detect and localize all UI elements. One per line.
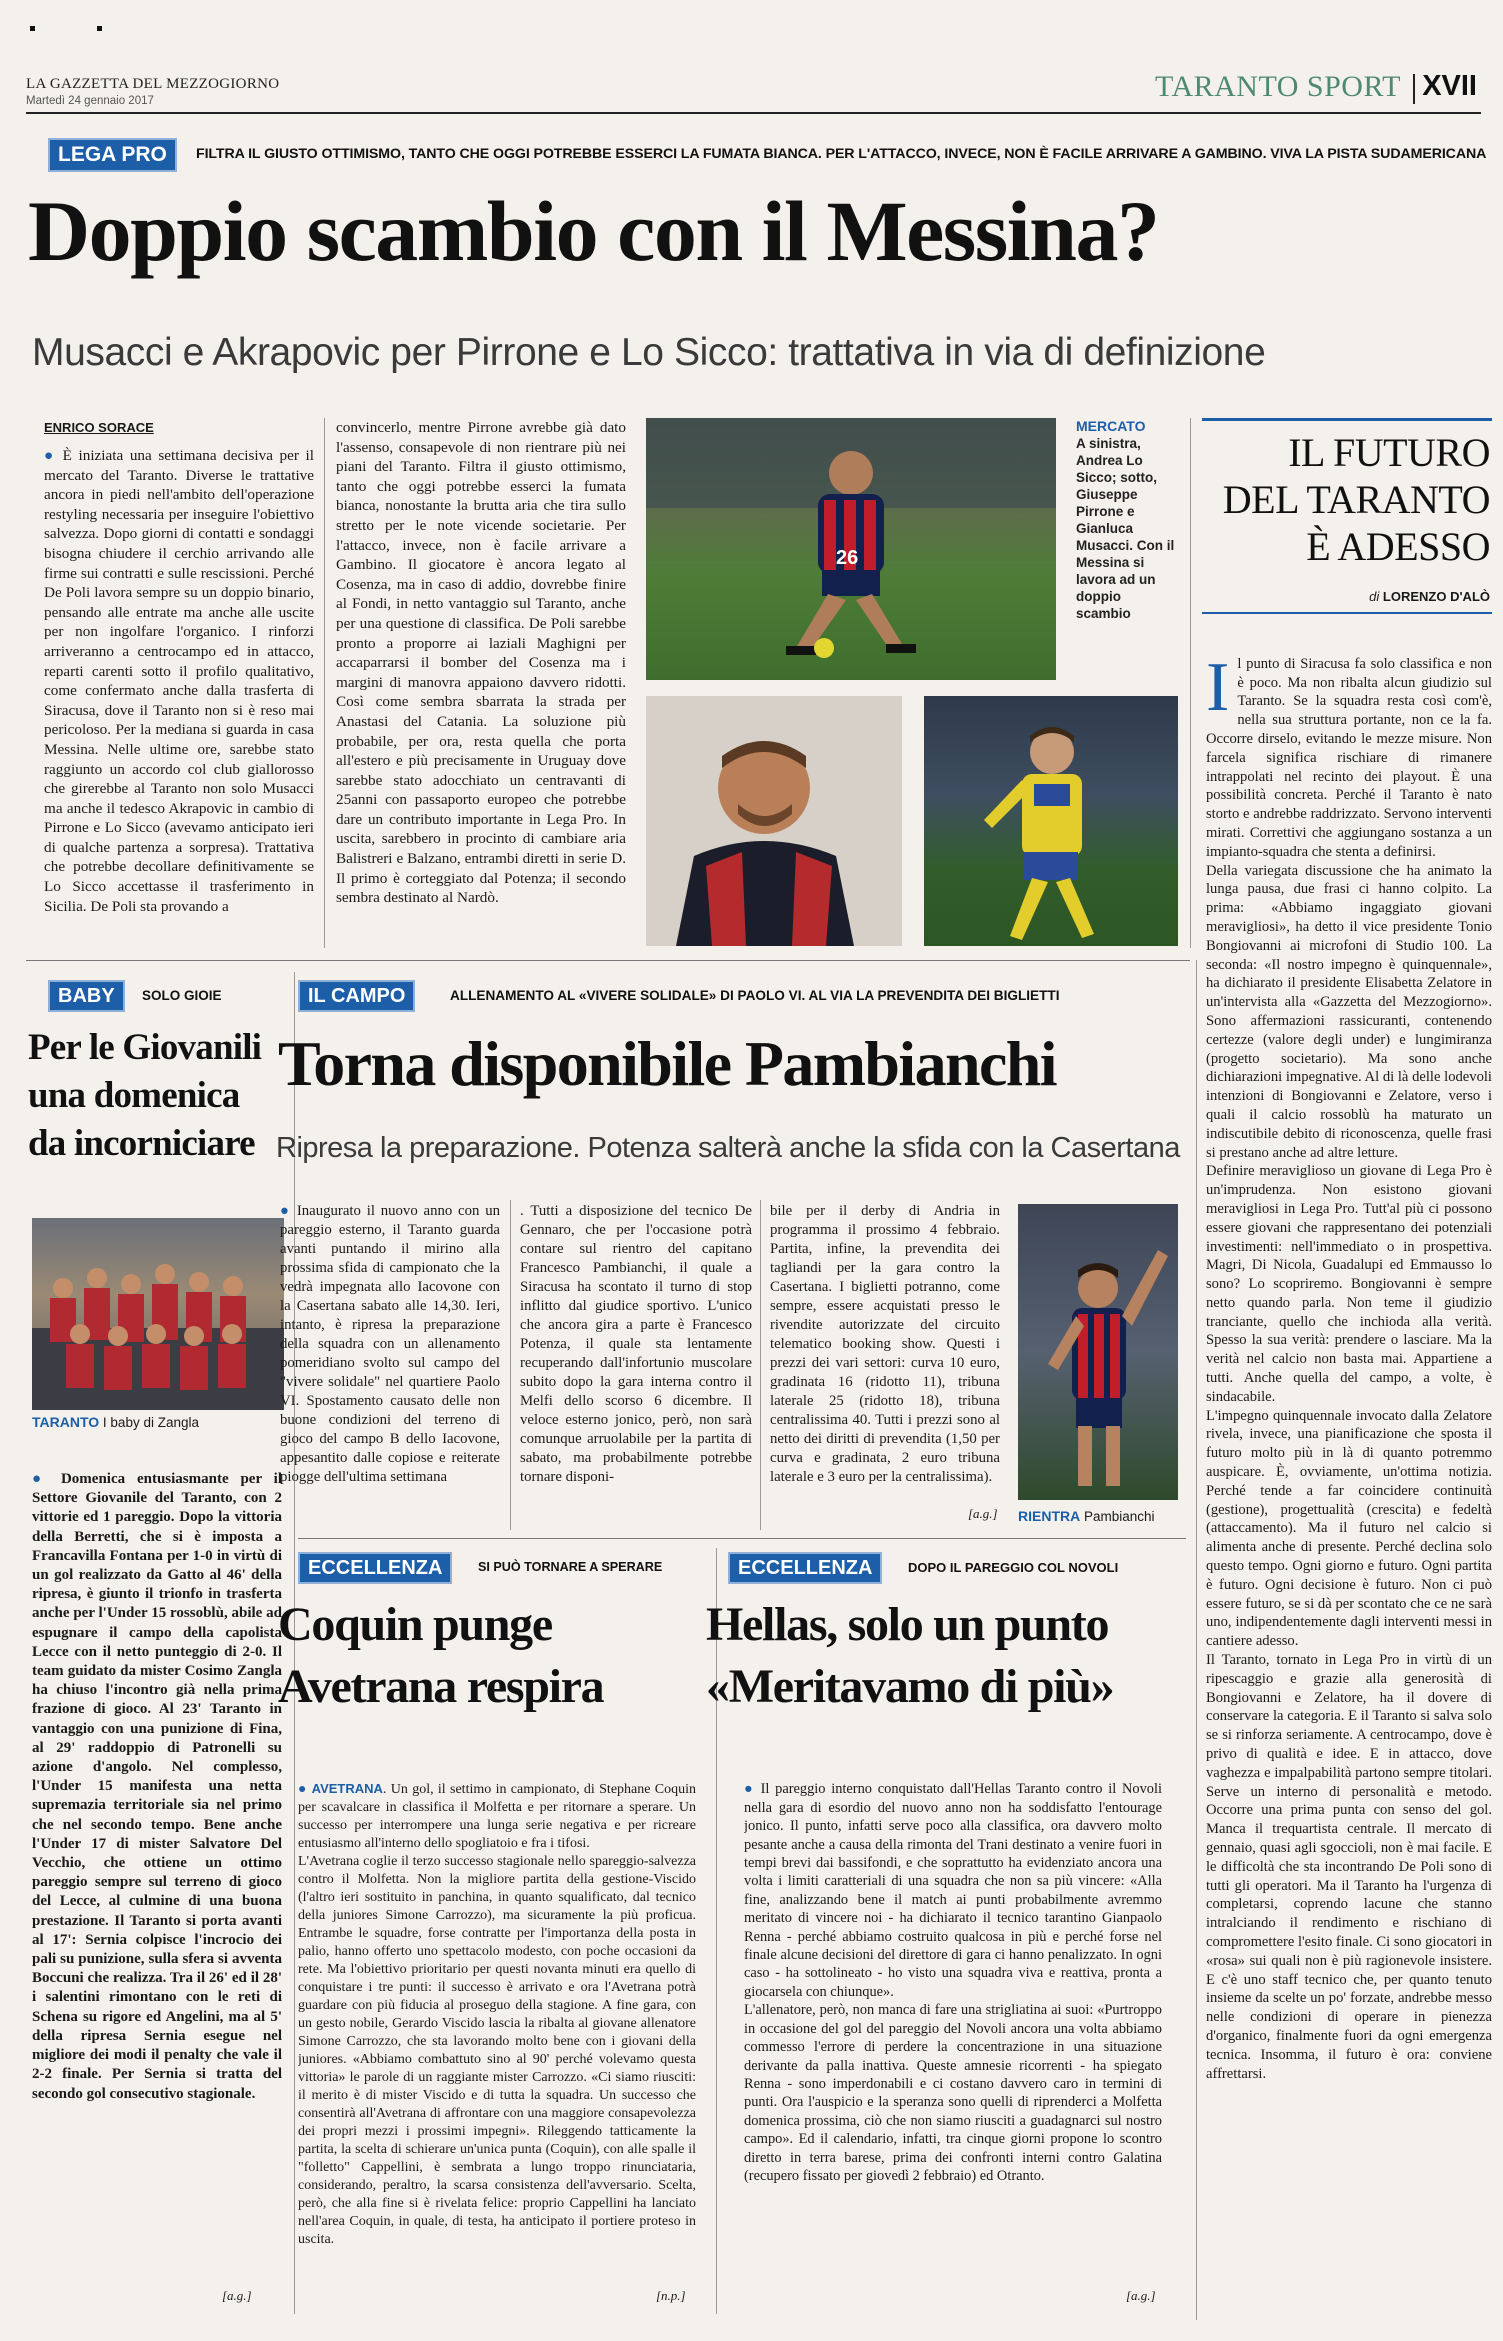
pambianchi-caption	[1018, 1508, 1155, 1524]
baby-headline-line: Per le Giovanili	[28, 1027, 262, 1068]
hellas-signature: [a.g.]	[1126, 2288, 1156, 2303]
caption-label: TARANTO	[32, 1414, 100, 1430]
campo-badge: IL CAMPO	[298, 980, 415, 1012]
baby-headline-line: da incorniciare	[28, 1123, 255, 1164]
bullet-icon: ●	[744, 1781, 755, 1798]
baby-caption	[32, 1414, 199, 1430]
musacci-photo	[924, 696, 1178, 946]
hellas-body: Il pareggio interno conquistato dall'Hellas Taranto contro il Novoli nella gara di esordio del nuovo anno non ha soddisfatto l'entourage jonico. Il punto, infatti serve poco alla classifica, ora davvero molto pesante anche a causa della rimonta del Trani destinato a venire fuori in tempi brevi dai bassifondi, e che soprattutto ha evidenziato ancora una volta i limiti caratteriali di una squadra che non sa più vincere: «Alla fine, analizzando bene il match ai punti probabilmente avremmo meritato di vincere noi - ha dichiarato il tecnico tarantino Gianpaolo Renna - perché abbiamo costruito qualcosa in più e perché forse nel finale alcune decisioni del direttore di gara ci hanno penalizzato. In ogni caso - ha sottolineato - ho visto una squadra viva e reattiva, pronta a giocarsela con chiunque». L'allenatore, però, non manca di fare una strigliatina ai suoi: «Purtroppo in occasione del gol del pareggio del Novoli ancora una volta abbiamo commesso l'errore di perdere la concentrazione in una situazione derivante da palla inattiva. Queste amnesie ricorrenti - ha spiegato Renna - sono imperdonabili e ci costano davvero caro in termini di punti. Ora l'auspicio e la speranza sono quelli di riprenderci a Molfetta domenica prossima, ciò che non siamo riusciti a guadagnarci sul nostro campo». Ed il calendario, infatti, tra cinque giorni propone lo scontro diretto in terra barese, prima dei confronti interni contro Galatina (recupero fissato per giovedì 2 febbraio) ed Otranto.	[744, 1781, 1162, 2184]
hellas-headline	[706, 1594, 1186, 1718]
editorial-byline	[1369, 589, 1490, 604]
editorial-body: l punto di Siracusa fa solo classifica e non è poco. Ma non ribalta alcun giudizio sul Taranto. Se la squadra resta così com'è, nella sua struttura portante, non ce la fa. Occorre dirselo, evitando le mezze misure. Non farcela significa rischiare di rimanere intrappolati nel recinto dei playout. È una possibilità concreta. Perché il Taranto è nato storto e andrebbe raddrizzato. Servono interventi mirati. Correttivi che aggiungano sostanza a un impianto-squadra che stenta a definirsi. Della variegata discussione che ha animato la lunga pausa, due frasi ci hanno colpito. La prima: «Abbiamo ingaggiato giovani meravigliosi», ha detto il vice presidente Tonio Bongiovanni ai microfoni di Studio 100. La seconda: «Il nostro impegno è quinquennale», ha dichiarato il presidente Elisabetta Zelatore in un'intervista alla «Gazzetta del Mezzogiorno». Sono affermazioni rassicuranti, contenendo certezze (valore degli under) e lungimiranza (progetto societario). Ma sono anche dichiarazioni impegnative. Al di là delle lodevoli intenzioni di Bongiovanni e Zelatore, verso i quali il calcio rossoblù ha maturato un indiscutibile debito di riconoscenza, quelle frasi si prestano anche ad altre letture. Definire meraviglioso un giovane di Lega Pro è un'imprudenza. Non esistono giovani meravigliosi in Lega Pro. Tutt'al più ci possono essere giovani che rappresentano dei potenziali investimenti: nell'immediato o in prospettiva. Magri, Di Nicola, Guadalupi ed Emmausso lo sono? Lo scopriremo. Bongiovanni è sempre netto quando parla. Non teme il giudizio tranciante, quello che inchioda alla verità. Spesso la sua verità: prendere o lasciare. Ma la verità nel calcio non basta mai. Appartiene a tutti. Anche quella del campo, a volte, è sindacabile. L'impegno quinquennale invocato dalla Zelatore rivela, invece, una pianificazione che sposta il futuro molto più in là di quanto potremmo auspicare. È, ovviamente, un'ottima notizia. Perché tende a far coincidere continuità (gestione), progettualità (crescita) e fedeltà (attaccamento). Ma il futuro nel calcio si alimenta anche di presente. Perché declina solo questo tempo. Ogni giorno e futuro. Ogni partita è futuro. Ogni decisione è futuro. Non ci può essere futuro, se si dà per scontato che ce ne sarà uno, indipendentemente dagli interventi messi in cantiere adesso. Il Taranto, tornato in Lega Pro in virtù di un ripescaggio e grazie alla generosità di Bongiovanni e Zelatore, ha il dovere di conservare la categoria. E il Taranto si salva solo se si rinforza seriamente. A centrocampo, dove è privo di qualità e idee. E in attacco, dove vaghezza e impalpabilità partono sempre titolari. Serve un interno di personalità e metodo. Occorre una prima punta con senso del gol. Manca il trequartista centrale. Il mercato di gennaio, quasi agli sgoccioli, non è mai facile. E le difficoltà che sta incontrando De Poli sono di tutti gli operatori. Ma il Taranto ha l'urgenza di completarsi, coprendo lacune che stanno intralciando il rendimento e rischiano di compromettere l'esito finale. Ci sono giocatori in «rosa» sui quali non è più ragionevole insistere. E c'è uno staff tecnico che, per quanto tenuto insieme da scelte un po' forzate, andrebbe messo nelle condizioni di operare in pienezza d'organico, finalmente fuori da ogni emergenza tecnica. Insomma, il futuro è ora: conviene affrettarsi.	[1206, 655, 1492, 2082]
baby-photo	[32, 1218, 284, 1410]
bullet-icon: ●	[298, 1782, 308, 1797]
lead-col-1-text: È iniziata una settimana decisiva per il mercato del Taranto. Diverse le trattative ancora in piedi nell'ambito dell'operazione restyling necessaria per inseguire l'obiettivo salvezza. Dopo giorni di contatti e sondaggi bisogna chiudere il cerchio arrivando alle firme sui contratti e sulle rescissioni. Perché De Poli lavora sempre su un doppio binario, pensando alle entrate ma anche alle uscite per non ingolfare l'organico. I rinforzi arriveranno a centrocampo ed in attacco, reparti carenti sotto il profilo qualitativo, come confermato anche dalla trasferta di Siracusa, dove il Taranto non si è reso mai pericoloso. Per la mediana si guarda in casa Messina. Nelle ultime ore, sarebbe stato raggiunto un accordo col club giallorosso che girerebbe al Taranto non solo Musacci ma anche il tedesco Akrapovic in cambio di Pirrone e Lo Sicco (avevamo anticipato ieri di qualche partenza a sorpresa). Trattativa che potrebbe decollare definitivamente se Lo Sicco accettasse il trasferimento in Sicilia. De Poli sta provando a	[44, 447, 314, 915]
lo-sicco-photo	[646, 418, 1056, 680]
editorial-title	[1202, 429, 1490, 570]
section-title: TARANTO SPORT	[1155, 70, 1401, 103]
coquin-signature: [n.p.]	[656, 2288, 686, 2303]
eccellenza-badge: ECCELLENZA	[728, 1552, 882, 1584]
hellas-kicker: DOPO IL PAREGGIO COL NOVOLI	[908, 1560, 1119, 1575]
coquin-text: ● AVETRANA. Un gol, il settimo in campionato, di Stephane Coquin per scavalcare in classifica il Molfetta e per ritornare a sperare. Un successo per interrompere una lunga serie negativa e per ricreare entusiasmo all'interno dello spogliatoio e fra i tifosi. L'Avetrana coglie il terzo successo stagionale nello spareggio-salvezza contro il Molfetta. Non la migliore partita della gestione-Viscido (l'altro ieri sostituito in panchina, in quanto squalificato, dal tecnico della juniores Simone Carrozzo), ma sicuramente la più proficua. Entrambe le squadre, forse contratte per l'importanza della posta in palio, hanno offerto uno spettacolo modesto, con poche occasioni da rete. Ma l'obiettivo prioritario per questi novanta minuti era quello di conquistare i tre punti: il successo è arrivato e ora l'Avetrana potrà guardare con più fiducia al proseguo della stagione. A fine gara, con un gesto nobile, Gerardo Viscido lascia la ribalta al giovane allenatore Simone Carrozzo, che sta lavorando molto bene con i giovani della juniores. «Abbiamo combattuto sino al 90' perché volevamo questa vittoria» le parole di un raggiante mister Carrozzo. «Ci siamo riusciti: il merito è di mister Viscido e di tutta la squadra. Un successo che consentirà all'Avetrana di affrontare con una maggiore consapevolezza dei propri mezzi i prossimi impegni». Rileggendo tatticamente la partita, la scelta di schierare un'unica punta (Coquin), con alle spalle il "folletto" Cappellini, è sembrata a lungo troppo rinunciataria, considerando, peraltro, la scarsa consistenza dell'avversario. Scelta, però, che alla fine si è rivelata felice: proprio Cappellini ha lanciato nell'area Coquin, in quale, di testa, ha anticipato il portiere proteso in uscita.	[298, 1781, 696, 2247]
bullet-icon: ●	[44, 447, 56, 464]
hellas-text	[744, 1762, 1162, 2310]
campo-col-3: bile per il derby di Andria in programma il prossimo 4 febbraio. Partita, infine, la prevendita dei tagliandi per la gara contro la Casertana. I biglietti potranno, come sempre, essere acquistati presso le rivendite autorizzate del circuito telematico booking show. Questi i prezzi dei vari settori: curva 10 euro, gradinata 16 (ridotto 11), tribuna laterale 25 (ridotto 18), tribuna centralissima 40. Tutti i prezzi sono al netto dei diritti di prevendita (1,50 per curva e gradinata, 2 euro tribuna laterale e 3 euro per la centralissima).	[770, 1203, 1000, 1485]
register-mark	[30, 26, 35, 31]
editorial-text	[1206, 636, 1492, 2314]
pambianchi-photo	[1018, 1204, 1178, 1500]
lega-pro-badge: LEGA PRO	[48, 138, 177, 172]
lead-byline: ENRICO SORACE	[44, 420, 154, 435]
campo-subhead: Ripresa la preparazione. Potenza salterà anche la sfida con la Casertana	[276, 1132, 1180, 1164]
caption-text: I baby di Zangla	[102, 1415, 199, 1430]
baby-signature: [a.g.]	[222, 2288, 252, 2303]
coquin-body: Un gol, il settimo in campionato, di Stephane Coquin per scavalcare in classifica il Molfetta e per ritornare a sperare. Un successo per interrompere una lunga serie negativa e per ricreare entusiasmo all'interno dello spogliatoio e fra i tifosi. L'Avetrana coglie il terzo successo stagionale nello spareggio-salvezza contro il Molfetta. Non la migliore partita della gestione-Viscido (l'altro ieri sostituito in panchina, in quanto squalificato, dal tecnico della juniores Simone Carrozzo), ma sicuramente la più proficua. Entrambe le squadre, forse contratte per l'importanza della posta in palio, hanno offerto uno spettacolo modesto, con poche occasioni da rete. Ma l'obiettivo prioritario per questi novanta minuti era quello di conquistare i tre punti: il successo è arrivato e ora l'Avetrana potrà guardare con più fiducia al proseguo della stagione. A fine gara, con un gesto nobile, Gerardo Viscido lascia la ribalta al giovane allenatore Simone Carrozzo, che sta lavorando molto bene con i giovani della juniores. «Abbiamo combattuto sino al 90' perché volevamo questa vittoria» le parole di un raggiante mister Carrozzo. «Ci siamo riusciti: il merito è di mister Viscido e di tutta la squadra. Un successo che consentirà all'Avetrana di affrontare con una maggiore consapevolezza dei propri mezzi i prossimi impegni». Rileggendo tatticamente la partita, la scelta di schierare un'unica punta (Coquin), con alle spalle il "folletto" Cappellini, è sembrata a lungo troppo rinunciataria, considerando, peraltro, la scarsa consistenza dell'avversario. Scelta, però, che alla fine si è rivelata felice: proprio Cappellini ha lanciato nell'area Coquin, in quale, di testa, ha anticipato il portiere proteso in uscita.	[298, 1782, 696, 2247]
section-rule	[26, 960, 1190, 961]
lead-subhead: Musacci e Akrapovic per Pirrone e Lo Sicco: trattativa in via di definizione	[32, 331, 1266, 374]
caption-label: MERCATO	[1076, 418, 1146, 434]
register-mark	[97, 26, 102, 31]
masthead-rule	[26, 112, 1481, 114]
hellas-headline-line: Hellas, solo un punto	[706, 1598, 1109, 1651]
coquin-kicker: SI PUÒ TORNARE A SPERARE	[478, 1560, 663, 1574]
lead-col-2: convincerlo, mentre Pirrone avrebbe già dato l'assenso, consapevole di non rientrare più nei piani del Taranto. Filtra il giusto ottimismo, tanto che oggi potrebbe esserci la fumata bianca, nonostante la brutta aria che tira sullo stretto per le note vicende societarie. Per l'attacco, invece, non è facile arrivare a Gambino. Il giocatore è ancora legato al Cosenza, ma in caso di addio, dovrebbe finire al Fondi, in netto vantaggio sul Taranto, anche per una questione di classifica. De Poli sarebbe pronto a proporre ai laziali Maghigni per accaparrarsi il bomber del Cosenza ma i margini di manovra appaiono davvero ridotti. Così come sembra sbarrata la strada per Anastasi del Catania. La soluzione più probabile, per ora, resta quella che porta all'estero e più precisamente in Uruguay dove sarebbe stato adocchiato un centravanti di 25anni con passaporto europeo che potrebbe dare un contributo importante in Lega Pro. In uscita, sarebbero in procinto di cambiare aria Balistreri e Balzano, entrambi diretti in serie D. Il primo è corteggiato dal Potenza; il secondo sembra destinato al Nardò.	[336, 419, 626, 907]
baby-kicker: SOLO GIOIE	[142, 988, 222, 1003]
jersey-number: 26	[836, 547, 859, 569]
byline-name: LORENZO D'ALÒ	[1382, 589, 1490, 604]
hellas-headline-line: «Meritavamo di più»	[706, 1660, 1114, 1713]
byline-prefix: di	[1369, 589, 1380, 604]
mercato-caption	[1076, 418, 1176, 648]
lead-col-1	[44, 446, 314, 948]
caption-text: Pambianchi	[1084, 1509, 1155, 1524]
editorial-title-line: È ADESSO	[1306, 524, 1490, 569]
column-rule	[324, 418, 325, 948]
lead-headline: Doppio scambio con il Messina?	[28, 183, 1159, 279]
coquin-headline-line: Coquin punge	[278, 1598, 552, 1651]
editorial-title-line: DEL TARANTO	[1222, 477, 1490, 522]
baby-headline-line: una domenica	[28, 1075, 240, 1116]
editorial-title-line: IL FUTURO	[1288, 430, 1490, 475]
baby-kicker-row	[48, 980, 288, 1014]
musacci-photo-art	[924, 696, 1178, 946]
baby-text	[32, 1470, 282, 2280]
caption-label: RIENTRA	[1018, 1508, 1081, 1524]
editorial-box	[1202, 418, 1492, 614]
column-rule	[1196, 960, 1197, 2320]
coquin-headline-line: Avetrana respira	[278, 1660, 604, 1713]
dropcap: I	[1206, 648, 1230, 726]
column-rule	[1190, 418, 1191, 948]
baby-photo-art	[32, 1218, 284, 1410]
baby-badge: BABY	[48, 980, 125, 1012]
section-rule	[298, 1538, 1186, 1539]
lead-kicker-row	[48, 138, 1487, 174]
column-rule	[760, 1200, 761, 1530]
campo-col-1	[280, 1202, 500, 1532]
page-number: XVII	[1422, 70, 1477, 102]
coquin-dateline: AVETRANA	[311, 1781, 383, 1796]
caption-text: A sinistra, Andrea Lo Sicco; sotto, Giuseppe Pirrone e Gianluca Musacci. Con il Messina si lavora ad un doppio scambio	[1076, 436, 1175, 621]
baby-headline	[28, 1024, 278, 1168]
masthead	[26, 70, 1481, 122]
campo-signature: [a.g.]	[968, 1506, 998, 1521]
eccellenza-badge: ECCELLENZA	[298, 1552, 452, 1584]
campo-col-1-text: Inaugurato il nuovo anno con un pareggio esterno, il Taranto guarda avanti puntando il mirino alla prossima sfida di campionato che la vedrà impegnata allo Iacovone con la Casertana sabato alle 14,30. Ieri, intanto, è ripresa la preparazione della squadra con un allenamento pomeridiano svolto sul campo del "vivere solidale" nel quartiere Paolo VI. Spostamento causato delle non buone condizioni del terreno di gioco del campo B dello Iacovone, appesantito dalle copiose e reiterate piogge dell'ultima settimana	[280, 1203, 500, 1485]
paper-name: LA GAZZETTA DEL MEZZOGIORNO	[26, 76, 280, 92]
pirrone-photo	[646, 696, 902, 946]
baby-body: Domenica entusiasmante per il Settore Giovanile del Taranto, con 2 vittorie ed 1 pareggio. Dopo la vittoria della Berretti, che si è imposta a Francavilla Fontana per 1-0 in virtù di un gol realizzato da Gatto al 46' della ripresa, è giunto il trionfo in trasferta anche per l'Under 15 rossoblù, abile ad espugnare il campo della capolista Lecce con il netto punteggio di 2-0. Il team guidato da mister Cosimo Zangla ha chiuso l'incontro già nella prima frazione di gioco. Al 23' Taranto in vantaggio con una punizione di Fina, al 29' raddoppio di Patronelli su azione d'angolo. Nel complesso, l'Under 15 manifesta una netta supremazia territoriale sia nel primo che nel secondo tempo. Bene anche l'Under 17 di mister Salvatore Del Vecchio, che ottiene un ottimo pareggio sempre sul terreno di gioco del Lecce, al culmine di una buona prestazione. Il Taranto si porta avanti al 17': Sernia colpisce l'incrocio dei pali su punizione, sulla sfera si avventa Boccuni che realizza. Tra il 26' ed il 28' i salentini rimontano con le reti di Schena su rigore ed Angelini, ma al 5' della ripresa Sernia esegue nel migliore dei modi il penalty che vale il 2-2 finale. Per Sernia si tratta del secondo gol consecutivo stagionale.	[32, 1471, 282, 2102]
campo-kicker: ALLENAMENTO AL «VIVERE SOLIDALE» DI PAOLO VI. AL VIA LA PREVENDITA DEI BIGLIETTI	[450, 988, 1060, 1003]
lo-sicco-photo-art	[646, 418, 1056, 680]
issue-date: Martedì 24 gennaio 2017	[26, 95, 154, 107]
column-rule	[510, 1200, 511, 1530]
campo-col-2: . Tutti a disposizione del tecnico De Gennaro, che per l'occasione potrà contare sul rientro del capitano Francesco Pambianchi, il quale a Siracusa ha scontato il turno di stop inflitto dal giudice sportivo. L'unico che ancora gira a parte è Francesco Potenza, il quale sta lentamente recuperando dall'infortunio muscolare subito dopo la gara interna contro il Melfi dello scorso 6 dicembre. Il veloce esterno jonico, però, non sarà comunque arruolabile per la partita di sabato, ma probabilmente potrebbe tornare disponi-	[520, 1203, 752, 1485]
coquin-headline	[278, 1594, 698, 1718]
lead-kicker: FILTRA IL GIUSTO OTTIMISMO, TANTO CHE OGGI POTREBBE ESSERCI LA FUMATA BIANCA. PER L'ATTACCO, INVECE, NON È FACILE ARRIVARE A GAMBINO. VIVA LA PISTA SUDAMERICANA	[196, 146, 1487, 162]
coquin-kicker-row	[298, 1552, 718, 1586]
bullet-icon: ●	[280, 1203, 292, 1219]
section-divider	[1413, 74, 1415, 104]
pirrone-photo-art	[646, 696, 902, 946]
campo-kicker-row	[298, 980, 1188, 1014]
hellas-kicker-row	[728, 1552, 1188, 1586]
bullet-icon: ●	[32, 1471, 50, 1487]
campo-headline: Torna disponibile Pambianchi	[278, 1028, 1056, 1099]
pambianchi-photo-art	[1018, 1204, 1178, 1500]
